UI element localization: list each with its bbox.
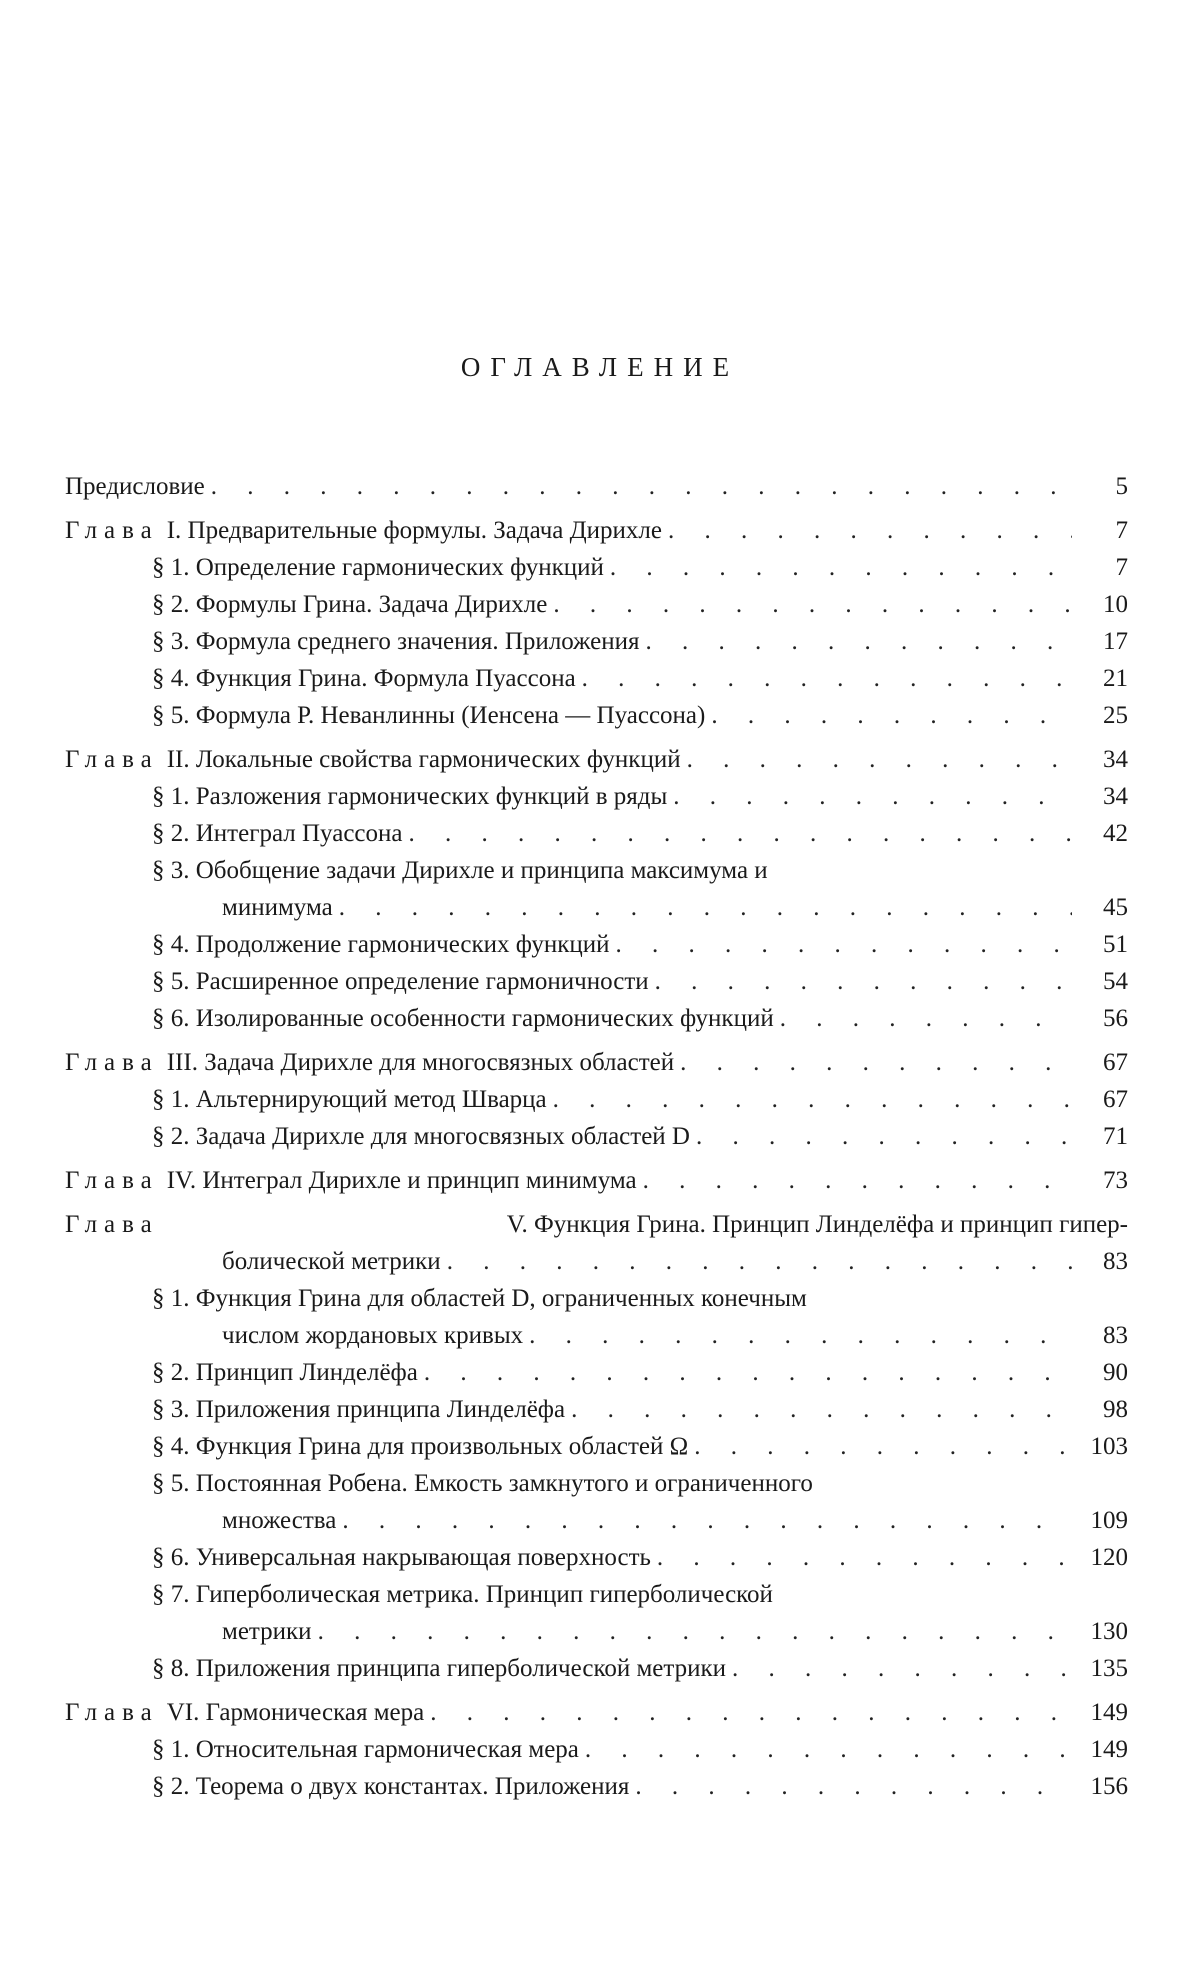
page-number: 149 xyxy=(1090,1736,1128,1763)
toc-entry xyxy=(152,623,1128,660)
entry-title-continuation: минимума xyxy=(222,894,333,921)
entry-title-continuation: метрики xyxy=(222,1618,312,1645)
toc-entry xyxy=(152,1768,1128,1805)
dot-leader xyxy=(553,586,1072,623)
page-number: 83 xyxy=(1103,1248,1128,1275)
page-number: 71 xyxy=(1103,1123,1128,1150)
entry-title: § 7. Гиперболическая метрика. Принцип гиперболической xyxy=(152,1581,773,1608)
dot-leader xyxy=(780,1000,1072,1037)
dot-leader xyxy=(409,815,1073,852)
page-number: 73 xyxy=(1103,1167,1128,1194)
entry-title: Предисловие xyxy=(65,473,205,500)
chapter-word: Глава xyxy=(65,1211,159,1238)
toc-entry xyxy=(152,1650,1128,1687)
entry-title: III. Задача Дирихле для многосвязных областей xyxy=(166,1049,675,1076)
page-number: 120 xyxy=(1090,1544,1128,1571)
page-number: 98 xyxy=(1103,1396,1128,1423)
page-number: 54 xyxy=(1103,968,1128,995)
dot-leader xyxy=(616,926,1072,963)
page-number: 51 xyxy=(1103,931,1128,958)
entry-title: II. Локальные свойства гармонических функций xyxy=(166,746,681,773)
entry-title: § 4. Функция Грина. Формула Пуассона xyxy=(152,665,576,692)
dot-leader xyxy=(585,1731,1072,1768)
page-number: 25 xyxy=(1103,702,1128,729)
toc-entry xyxy=(152,660,1128,697)
toc-chapter-entry xyxy=(65,1694,1128,1731)
toc-entry xyxy=(152,1539,1128,1576)
page-number: 5 xyxy=(1115,473,1128,500)
page-number: 156 xyxy=(1090,1773,1128,1800)
toc-entry xyxy=(152,1391,1128,1428)
page-number: 103 xyxy=(1090,1433,1128,1460)
entry-title-continuation: множества xyxy=(222,1507,337,1534)
entry-title: § 1. Разложения гармонических функций в ряды xyxy=(152,783,668,810)
entry-title: § 1. Альтернирующий метод Шварца xyxy=(152,1086,547,1113)
toc-entry xyxy=(152,586,1128,623)
toc-entry xyxy=(152,1118,1128,1155)
toc-entry xyxy=(152,1576,1128,1650)
dot-leader xyxy=(732,1650,1072,1687)
entry-title: § 1. Функция Грина для областей D, ограниченных конечным xyxy=(152,1285,807,1312)
page-number: 42 xyxy=(1103,820,1128,847)
dot-leader xyxy=(610,549,1072,586)
dot-leader xyxy=(673,778,1072,815)
toc-chapter-entry xyxy=(65,1044,1128,1081)
toc-chapter-entry xyxy=(65,1162,1128,1199)
chapter-word: Глава xyxy=(65,1167,159,1194)
dot-leader xyxy=(424,1354,1072,1391)
dot-leader xyxy=(657,1539,1072,1576)
toc-entry xyxy=(152,1731,1128,1768)
entry-title: § 4. Функция Грина для произвольных областей Ω xyxy=(152,1433,689,1460)
entry-title: IV. Интеграл Дирихле и принцип минимума xyxy=(166,1167,637,1194)
dot-leader xyxy=(635,1768,1072,1805)
page-number: 130 xyxy=(1090,1618,1128,1645)
chapter-word: Глава xyxy=(65,517,159,544)
toc-entry xyxy=(152,697,1128,734)
entry-title: § 3. Обобщение задачи Дирихле и принципа максимума и xyxy=(152,857,768,884)
toc-entry xyxy=(152,815,1128,852)
toc-entry xyxy=(152,549,1128,586)
entry-title-continuation: болической метрики xyxy=(222,1248,441,1275)
entry-title: § 2. Теорема о двух константах. Приложения xyxy=(152,1773,630,1800)
dot-leader xyxy=(430,1694,1072,1731)
entry-title: § 5. Расширенное определение гармоничности xyxy=(152,968,649,995)
dot-leader xyxy=(680,1044,1072,1081)
page-number: 45 xyxy=(1103,894,1128,921)
dot-leader xyxy=(211,468,1072,505)
entry-title: § 2. Принцип Линделёфа xyxy=(152,1359,418,1386)
toc-entry xyxy=(152,1354,1128,1391)
dot-leader xyxy=(318,1613,1072,1650)
entry-title: V. Функция Грина. Принцип Линделёфа и принцип гипер- xyxy=(506,1211,1128,1238)
page-number: 135 xyxy=(1090,1655,1128,1682)
toc-entry xyxy=(65,468,1128,505)
dot-leader xyxy=(687,741,1072,778)
entry-title: § 3. Формула среднего значения. Приложения xyxy=(152,628,640,655)
toc-chapter-entry xyxy=(65,1206,1128,1280)
dot-leader xyxy=(342,1502,1072,1539)
dot-leader xyxy=(668,512,1072,549)
entry-title: § 2. Задача Дирихле для многосвязных областей D xyxy=(152,1123,690,1150)
page-number: 56 xyxy=(1103,1005,1128,1032)
page-number: 83 xyxy=(1103,1322,1128,1349)
chapter-word: Глава xyxy=(65,1699,159,1726)
dot-leader xyxy=(339,889,1072,926)
toc-chapter-entry xyxy=(65,512,1128,549)
page-number: 21 xyxy=(1103,665,1128,692)
chapter-word: Глава xyxy=(65,1049,159,1076)
toc-entry xyxy=(152,926,1128,963)
entry-title: § 5. Постоянная Робена. Емкость замкнутого и ограниченного xyxy=(152,1470,813,1497)
page-number: 149 xyxy=(1090,1699,1128,1726)
page-number: 67 xyxy=(1103,1086,1128,1113)
dot-leader xyxy=(655,963,1072,1000)
toc-entry xyxy=(152,1428,1128,1465)
toc-entry xyxy=(152,1000,1128,1037)
dot-leader xyxy=(711,697,1072,734)
dot-leader xyxy=(571,1391,1072,1428)
page-number: 90 xyxy=(1103,1359,1128,1386)
entry-title: § 4. Продолжение гармонических функций xyxy=(152,931,610,958)
dot-leader xyxy=(696,1118,1072,1155)
page-number: 7 xyxy=(1115,517,1128,544)
page-number: 109 xyxy=(1090,1507,1128,1534)
toc-entry xyxy=(152,1081,1128,1118)
page-number: 34 xyxy=(1103,746,1128,773)
entry-title: § 6. Изолированные особенности гармонических функций xyxy=(152,1005,774,1032)
entry-title: § 2. Интеграл Пуассона xyxy=(152,820,403,847)
dot-leader xyxy=(529,1317,1072,1354)
dot-leader xyxy=(643,1162,1072,1199)
chapter-word: Глава xyxy=(65,746,159,773)
toc-entry xyxy=(152,963,1128,1000)
toc-entry xyxy=(152,852,1128,926)
dot-leader xyxy=(645,623,1072,660)
entry-title: § 6. Универсальная накрывающая поверхность xyxy=(152,1544,651,1571)
page-title: ОГЛАВЛЕНИЕ xyxy=(460,352,740,382)
entry-title: § 3. Приложения принципа Линделёфа xyxy=(152,1396,566,1423)
page-number: 10 xyxy=(1103,591,1128,618)
page-number: 34 xyxy=(1103,783,1128,810)
toc-entry xyxy=(152,1465,1128,1539)
toc-entry xyxy=(152,1280,1128,1354)
dot-leader xyxy=(694,1428,1072,1465)
entry-title-continuation: числом жордановых кривых xyxy=(222,1322,524,1349)
entry-title: § 2. Формулы Грина. Задача Дирихле xyxy=(152,591,548,618)
page-number: 17 xyxy=(1103,628,1128,655)
entry-title: VI. Гармоническая мера xyxy=(166,1699,425,1726)
entry-title: § 5. Формула Р. Неванлинны (Иенсена — Пуассона) xyxy=(152,702,706,729)
toc-chapter-entry xyxy=(65,741,1128,778)
dot-leader xyxy=(447,1243,1072,1280)
page-number: 67 xyxy=(1103,1049,1128,1076)
entry-title: § 1. Относительная гармоническая мера xyxy=(152,1736,579,1763)
entry-title: § 8. Приложения принципа гиперболической метрики xyxy=(152,1655,726,1682)
toc-entry xyxy=(152,778,1128,815)
entry-title: § 1. Определение гармонических функций xyxy=(152,554,604,581)
entry-title: I. Предварительные формулы. Задача Дирихле xyxy=(166,517,663,544)
dot-leader xyxy=(553,1081,1072,1118)
page-number: 7 xyxy=(1115,554,1128,581)
dot-leader xyxy=(582,660,1072,697)
